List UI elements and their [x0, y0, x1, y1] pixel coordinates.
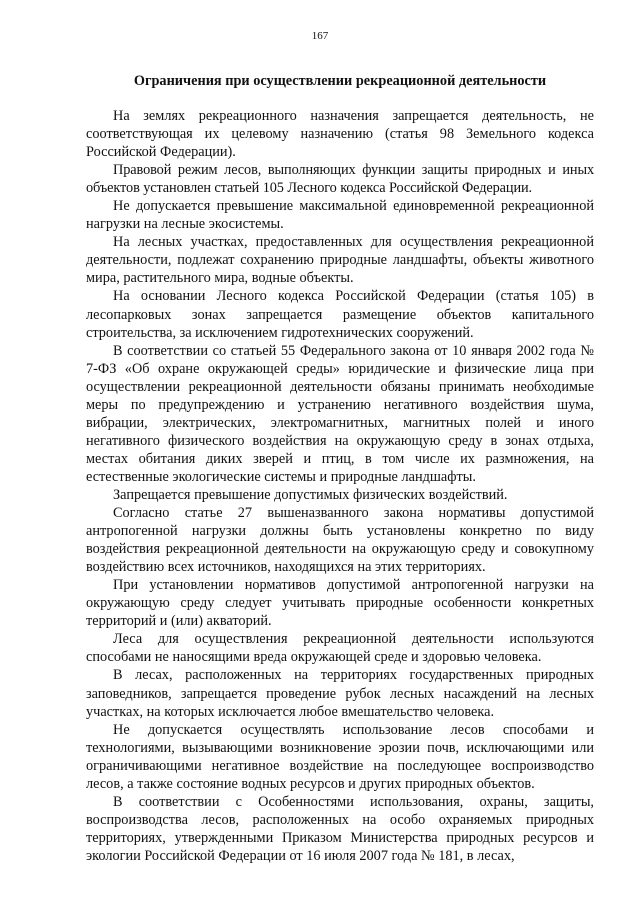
paragraph-11: В лесах, расположенных на территориях государственных природных заповедников, запрещается проведение рубок лесных насаждений на лесных участках, на которых исключается любое вмешательство человека.	[86, 667, 594, 720]
page-number: 167	[311, 30, 329, 42]
section-title: Ограничения при осуществлении рекреационной деятельности	[133, 73, 547, 89]
paragraph-3: Не допускается превышение максимальной единовременной рекреационной нагрузки на лесные экосистемы.	[86, 198, 594, 233]
paragraph-4: На лесных участках, предоставленных для осуществления рекреационной деятельности, подлежат сохранению природные ландшафты, объекты животного мира, растительного мира, водные объекты.	[86, 234, 594, 287]
paragraph-13: В соответствии с Особенностями использования, охраны, защиты, воспроизводства лесов, расположенных на особо охраняемых природных территориях, утвержденными Приказом Министерства природных ресурсов и экологии Российской Федерации от 16 июля 2007 года № 181, в лесах,	[86, 793, 594, 864]
paragraph-1: На землях рекреационного назначения запрещается деятельность, не соответствующая их целевому назначению (статья 98 Земельного кодекса Российской Федерации).	[86, 108, 594, 161]
paragraph-5: На основании Лесного кодекса Российской Федерации (статья 105) в лесопарковых зонах запрещается размещение объектов капитального строительства, за исключением гидротехнических сооружений.	[86, 288, 594, 341]
paragraph-12: Не допускается осуществлять использование лесов способами и технологиями, вызывающими возникновение эрозии почв, исключающими или ограничивающими негативное воздействие на последующее воспроизводство лесов, а также состояние водных ресурсов и других природных объектов.	[86, 721, 594, 792]
paragraph-6: В соответствии со статьей 55 Федерального закона от 10 января 2002 года № 7-ФЗ «Об охране окружающей среды» юридические и физические лица при осуществлении рекреационной деятельности обязаны принимать необходимые меры по предупреждению и устранению негативного воздействия шума, вибрации, электрических, электромагнитных, магнитных полей и иного негативного физического воздействия на окружающую среду в зонах отдыха, местах обитания диких зверей и птиц, в том числе их размножения, на естественные экологические системы и природные ландшафты.	[86, 342, 594, 485]
paragraph-2: Правовой режим лесов, выполняющих функции защиты природных и иных объектов установлен статьей 105 Лесного кодекса Российской Федерации.	[86, 162, 594, 197]
document-body	[86, 72, 594, 865]
paragraph-10: Леса для осуществления рекреационной деятельности используются способами не наносящими вреда окружающей среде и здоровью человека.	[86, 631, 594, 666]
paragraph-7: Запрещается превышение допустимых физических воздействий.	[113, 486, 508, 503]
paragraph-9: При установлении нормативов допустимой антропогенной нагрузки на окружающую среду следует учитывать природные особенности конкретных территорий и (или) акваторий.	[86, 577, 594, 630]
paragraph-8: Согласно статье 27 вышеназванного закона нормативы допустимой антропогенной нагрузки должны быть установлены конкретно по виду воздействия рекреационной деятельности на окружающую среду и совокупному воздействию всех источников, находящихся на этих территориях.	[86, 505, 594, 576]
